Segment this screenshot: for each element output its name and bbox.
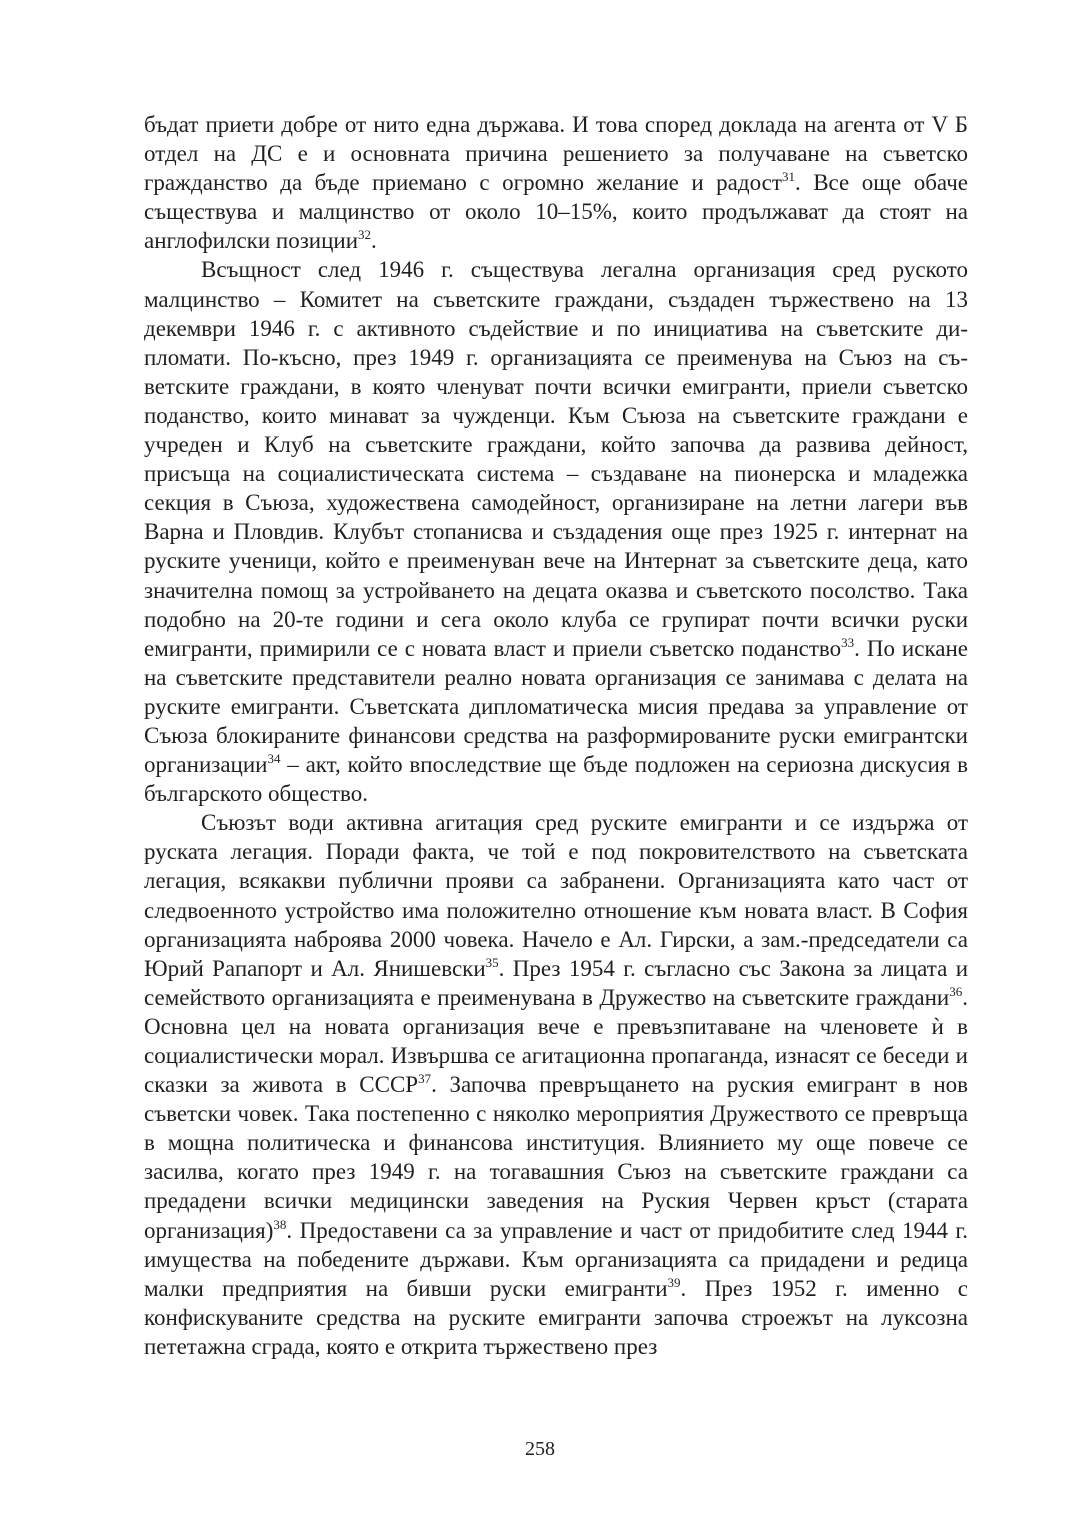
text-run: . През 1952 г. именно с конфискуваните средства на руските емигранти започва строежът на луксозна пететажна сграда, която е открита тържествено през — [144, 1275, 969, 1359]
text-run: Съюзът води активна агитация сред руските емигранти и се издържа от руската легация. Поради факта, че той е под покровителството на съветската легация, всякакви публични прояви са забранени. Организацията като част от следвоенното устройство има положително отношение към новата власт. В София организацията наброява 2000 човека. Начело е Ал. Гирски, а зам.-председатели са Юрий Рапапорт и Ал. Янишевски — [144, 810, 968, 981]
paragraph-3 — [144, 808, 968, 1361]
footnote-ref: 33 — [841, 634, 855, 650]
text-run: . През 1954 г. съгласно със Закона за лицата и семейството организацията е преименувана в Дружество на съветските граждани — [144, 955, 968, 1010]
text-run: Всъщност след 1946 г. съществува легална организация сред руското малцинство – Комитет на съветските граждани, създаден тържествено на 13 декември 1946 г. с активното съдействие и по инициатива на съветските дипломати. По-късно, през 1949 г. организацията се преименува на Съюз на съветските граждани, в която членуват почти всички емигранти, приели съветско поданство, които минават за чужденци. Към Съюза на съветските граждани е учреден и Клуб на съветските граждани, който започва да развива дейност, присъща на социалистическата система – създаване на пионерска и младежка секция в Съюза, художествена самодейност, организиране на летни лагери във Варна и Пловдив. Клубът стопанисва и създадения още през 1925 г. интернат на руските ученици, който е преименуван вече на Интернат за съветските деца, като значителна помощ за устройването на децата оказва и съветското посолство. Така подобно на 20-те години и сега около клуба се групират почти всички руски емигранти, примирили се с новата власт и приели съветско поданство — [144, 257, 968, 661]
footnote-ref: 38 — [273, 1216, 287, 1232]
footnote-ref: 32 — [358, 227, 372, 243]
footnote-ref: 34 — [267, 751, 281, 767]
paragraph-1 — [144, 110, 968, 255]
text-run: . Основна цел на новата организация вече е превъзпитаване на членовете ѝ в социалистически морал. Извършва се агитационна пропаганда, изнасят се беседи и сказки за живота в СССР — [144, 984, 968, 1098]
text-run: . Все още обаче съществува и малцинство от около 10–15%, които продължават да стоят на англофилски позиции — [144, 170, 968, 254]
footnote-ref: 39 — [667, 1274, 681, 1290]
text-run: . — [371, 228, 377, 254]
footnote-ref: 35 — [485, 954, 499, 970]
text-run: . Започва превръщането на руския емигрант в нов съветски човек. Така постепенно с няколко мероприятия Дружеството се превръща в мощна политическа и финансова институция. Влиянието му още повече се засилва, когато през 1949 г. на тогавашния Съюз на съветските граждани са предадени всички медицински заведения на Руския Червен кръст (старата организация) — [144, 1072, 968, 1243]
text-run: . Предоставени са за управление и част от придобитите след 1944 г. имущества на победените държави. Към организацията са придадени и редица малки предприятия на бивши руски емигранти — [144, 1217, 968, 1301]
paragraph-2 — [144, 255, 968, 808]
text-run: бъдат приети добре от нито една държава. И това според доклада на агента от V Б отдел на ДС е и основната причина решението за получаване на съветско гражданство да бъде приемано с огромно желание и радост — [144, 112, 968, 196]
text-run: – акт, който впоследствие ще бъде подложен на сериозна дискусия в българското общество. — [144, 752, 968, 807]
body-text — [144, 110, 968, 1361]
footnote-ref: 37 — [418, 1071, 432, 1087]
footnote-ref: 31 — [781, 169, 795, 185]
text-run: . По искане на съветските представители реално новата организация се занимава с делата на руските емигранти. Съветската дипломатическа мисия предава за управление от Съюза блокираните финансови средства на разформированите руски емигрантски организации — [144, 635, 968, 778]
page-number: 258 — [525, 1438, 555, 1460]
footnote-ref: 36 — [949, 983, 963, 999]
